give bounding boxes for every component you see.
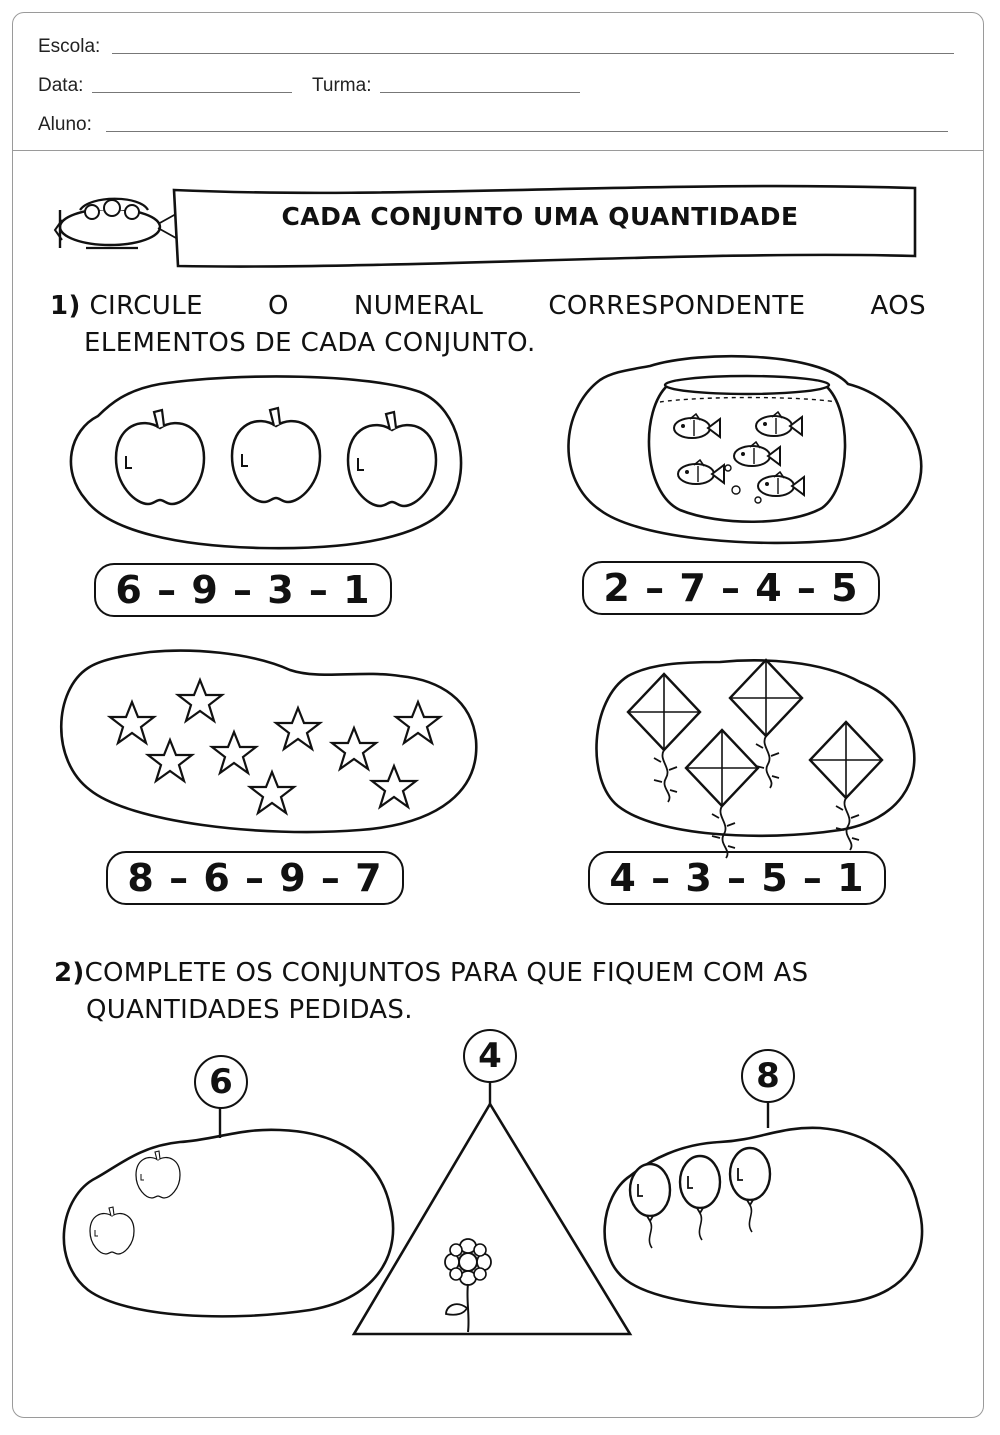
question-number: 2) (54, 958, 85, 988)
q2-line-2: QUANTIDADES PEDIDAS. (86, 995, 413, 1025)
q1-word: CIRCULE (89, 291, 203, 321)
numeral-options-kites[interactable]: 4 – 3 – 5 – 1 (588, 851, 886, 905)
q1-word: AOS (870, 291, 926, 321)
date-label: Data: (38, 75, 84, 96)
question-2 (54, 955, 934, 1029)
numeral-options-fish[interactable]: 2 – 7 – 4 – 5 (582, 561, 880, 615)
numeral-options-apples[interactable]: 6 – 9 – 3 – 1 (94, 563, 392, 617)
q1-line-2: ELEMENTOS DE CADA CONJUNTO. (84, 328, 536, 358)
q1-word: NUMERAL (353, 291, 484, 321)
q1-word: O (267, 291, 289, 321)
question-number: 1) (50, 291, 81, 321)
worksheet-title: CADA CONJUNTO UMA QUANTIDADE (281, 202, 799, 231)
airplane-icon (55, 199, 176, 248)
target-quantity-badge: 4 (463, 1029, 517, 1083)
target-quantity-badge: 6 (194, 1055, 248, 1109)
class-label: Turma: (312, 75, 372, 96)
set-triangle-4 (354, 1104, 630, 1334)
student-label: Aluno: (38, 114, 92, 135)
target-quantity-badge: 8 (741, 1049, 795, 1103)
question-1 (50, 288, 926, 362)
school-label: Escola: (38, 36, 101, 57)
numeral-options-stars[interactable]: 8 – 6 – 9 – 7 (106, 851, 404, 905)
q1-word: CORRESPONDENTE (548, 291, 806, 321)
q2-line-1: COMPLETE OS CONJUNTOS PARA QUE FIQUEM COM AS (84, 958, 809, 988)
